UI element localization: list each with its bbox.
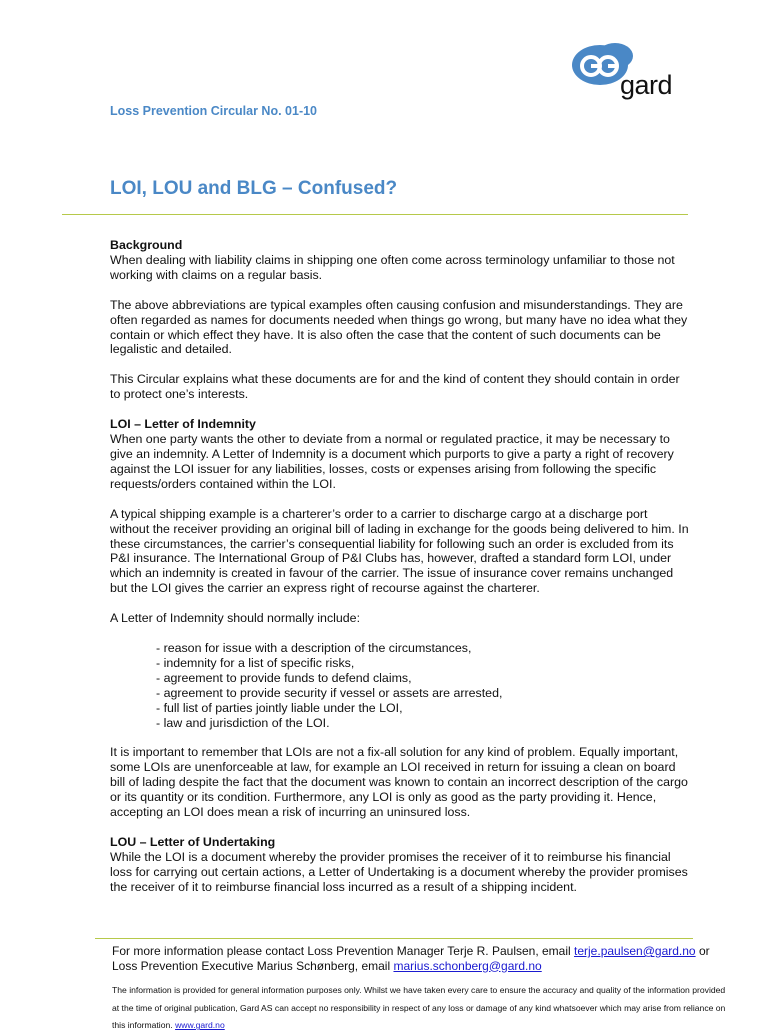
website-link[interactable]: www.gard.no [175, 1020, 225, 1031]
paragraph: It is important to remember that LOIs are not a fix-all solution for any kind of problem. Equally important, some LOIs are unenforceable at law, for example an LOI received in return for issuing a clean on board bill of lading despite the fact that the document was known to contain an incorrect description of the cargo or its quantity or its condition. Furthermore, any LOI is only as good as the party providing it. Hence, accepting an LOI does mean a risk of incurring an uninsured loss. [110, 745, 688, 820]
contact-text: For more information please contact Loss Prevention Manager Terje R. Paulsen, email [112, 944, 575, 958]
page-title: LOI, LOU and BLG – Confused? [110, 178, 398, 199]
section-heading-background: Background [110, 238, 183, 252]
list-item: - full list of parties jointly liable under the LOI, [156, 700, 403, 715]
email-link-schonberg[interactable]: marius.schonberg@gard.no [393, 958, 542, 973]
paragraph: This Circular explains what these documents are for and the kind of content they should contain in order to protect one’s interests. [110, 372, 680, 402]
disclaimer [112, 982, 734, 1035]
contact-text: or Loss Prevention Executive Marius Schønberg, email [112, 944, 710, 973]
document-body [110, 238, 690, 910]
paragraph: The above abbreviations are typical examples often causing confusion and misunderstandings. They are often regarded as names for documents needed when things go wrong, but many have no idea what they contain or which effect they have. It is also often the case that the content of such documents can be legalistic and detailed. [110, 297, 688, 357]
section-heading-lou: LOU – Letter of Undertaking [110, 835, 276, 849]
circular-number: Loss Prevention Circular No. 01-10 [110, 104, 318, 118]
footer-divider [95, 938, 693, 939]
section-heading-loi: LOI – Letter of Indemnity [110, 417, 256, 432]
paragraph: A typical shipping example is a charterer’s order to a carrier to discharge cargo at a discharge port without the receiver providing an original bill of lading in exchange for the goods being delivered to him. In these circumstances, the carrier’s consequential liability for following such an order is excluded from its P&I insurance. The International Group of P&I Clubs has, however, drafted a standard form LOI, under which an indemnity is created in favour of the carrier. The issue of insurance cover remains unchanged but the LOI gives the carrier an express right of recourse against the charterer. [110, 506, 689, 596]
loi-contents-list [110, 641, 690, 730]
gard-logo [570, 40, 690, 104]
list-item: - reason for issue with a description of the circumstances, [156, 641, 472, 656]
list-item: - agreement to provide security if vessel or assets are arrested, [156, 685, 503, 700]
paragraph: When one party wants the other to deviate from a normal or regulated practice, it may be necessary to give an indemnity. A Letter of Indemnity is a document which purports to give a party a right of recovery against the LOI issuer for any liabilities, losses, costs or expenses arising from following the specific requests/orders contained within the LOI. [110, 432, 674, 491]
list-item: - agreement to provide funds to defend claims, [156, 670, 412, 685]
paragraph: A Letter of Indemnity should normally include: [110, 611, 361, 626]
email-link-paulsen[interactable]: terje.paulsen@gard.no [574, 944, 696, 958]
disclaimer-text: The information is provided for general information purposes only. Whilst we have taken every care to ensure the accuracy and quality of the information provided at the time of original publication, Gard AS can accept no responsibility in respect of any loss or damage of any kind whatsoever which may arise from reliance on this information. [112, 985, 726, 1031]
header-divider [62, 214, 688, 215]
list-item: - law and jurisdiction of the LOI. [156, 715, 330, 730]
contact-info [112, 944, 712, 973]
paragraph: While the LOI is a document whereby the provider promises the receiver of it to reimburse his financial loss for carrying out certain actions, a Letter of Undertaking is a document whereby the provider promises the receiver of it to reimburse financial loss incurred as a result of a shipping incident. [110, 849, 688, 894]
logo-wordmark: gard [620, 70, 673, 100]
list-item: - indemnity for a list of specific risks, [156, 655, 355, 670]
paragraph: When dealing with liability claims in shipping one often come across terminology unfamiliar to those not working with claims on a regular basis. [110, 252, 675, 282]
